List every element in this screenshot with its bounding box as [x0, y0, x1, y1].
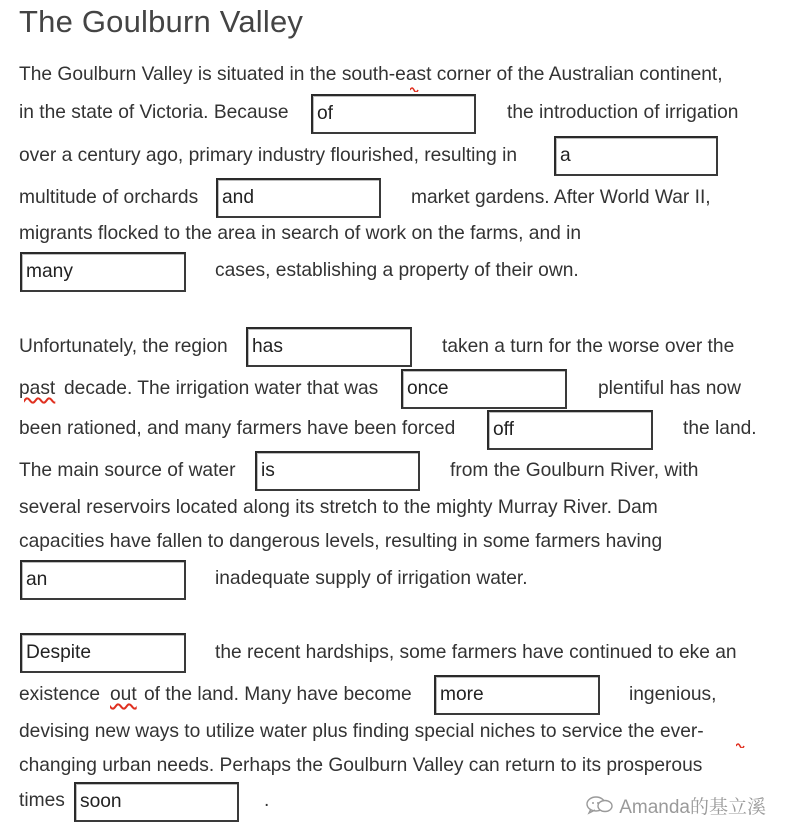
p2-line-6-text: capacities have fallen to dangerous levels, resulting in some farmers having — [19, 531, 663, 552]
answer-input-8[interactable] — [255, 451, 420, 491]
answer-input-2[interactable] — [554, 136, 718, 176]
p1-line-6-text: cases, establishing a property of their own. — [215, 260, 579, 281]
p3-line-2-text-a: existence — [19, 684, 101, 705]
answer-input-11[interactable] — [434, 675, 600, 715]
p3-line-5-text-a: times — [19, 790, 65, 811]
p3-line-3-text: devising new ways to utilize water plus finding special niches to service the ever- — [19, 721, 704, 742]
watermark — [585, 791, 766, 819]
p1-line-1-text: The Goulburn Valley is situated in the south-east corner of the Australian continent, — [19, 64, 723, 85]
answer-input-12[interactable] — [74, 782, 239, 822]
answer-input-6[interactable] — [401, 369, 567, 409]
answer-input-1[interactable] — [311, 94, 476, 134]
p1-line-3-text: over a century ago, primary industry flourished, resulting in — [19, 145, 518, 166]
p2-line-2-text-b: plentiful has now — [598, 378, 741, 399]
p3-line-4-text: changing urban needs. Perhaps the Goulburn Valley can return to its prosperous — [19, 755, 703, 776]
watermark-text: Amanda的基立溪 — [619, 796, 766, 818]
p1-line-4-text-b: market gardens. After World War II, — [411, 187, 711, 208]
page-title: The Goulburn Valley — [19, 4, 304, 39]
p1-line-4-text-a: multitude of orchards — [19, 187, 199, 208]
answer-input-7[interactable] — [487, 410, 653, 450]
p2-line-3-text-a: been rationed, and many farmers have been forced — [19, 418, 456, 439]
p2-line-4-text-b: from the Goulburn River, with — [450, 460, 699, 481]
chat-bubble-icon — [585, 795, 615, 815]
p2-line-7-text: inadequate supply of irrigation water. — [215, 568, 528, 589]
p2-line-2-spellcheck-word: past — [19, 378, 56, 399]
p2-line-4-text-a: The main source of water — [19, 460, 236, 481]
p3-line-2-text-b: of the land. Many have become — [144, 684, 412, 705]
p2-line-1-text-a: Unfortunately, the region — [19, 336, 228, 357]
p2-line-5-text: several reservoirs located along its stretch to the mighty Murray River. Dam — [19, 497, 658, 518]
p3-line-2-spellcheck-word: out — [110, 684, 137, 705]
p3-line-2-text-c: ingenious, — [629, 684, 717, 705]
spellcheck-squiggle-1 — [410, 86, 419, 92]
p1-line-5-text: migrants flocked to the area in search of work on the farms, and in — [19, 223, 582, 244]
p2-line-1-text-b: taken a turn for the worse over the — [442, 336, 735, 357]
spellcheck-squiggle-2 — [736, 742, 745, 748]
p1-line-2-text-a: in the state of Victoria. Because — [19, 102, 289, 123]
p2-line-3-text-b: the land. — [683, 418, 757, 439]
answer-input-10[interactable] — [20, 633, 186, 673]
answer-input-9[interactable] — [20, 560, 186, 600]
answer-input-4[interactable] — [20, 252, 186, 292]
p2-line-2-text-a: decade. The irrigation water that was — [64, 378, 379, 399]
answer-input-5[interactable] — [246, 327, 412, 367]
p3-line-5-text-b: . — [264, 790, 270, 811]
p1-line-2-text-b: the introduction of irrigation — [507, 102, 739, 123]
answer-input-3[interactable] — [216, 178, 381, 218]
p3-line-1-text: the recent hardships, some farmers have continued to eke an — [215, 642, 737, 663]
